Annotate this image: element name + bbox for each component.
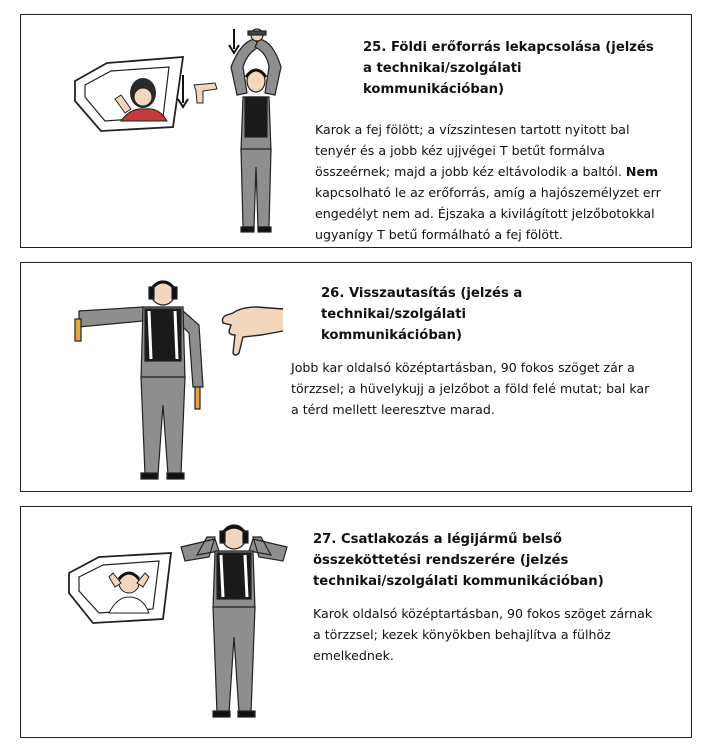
signal-description-25 [315,119,673,245]
signal-panel-25 [20,14,692,248]
desc-emphasis: Nem [625,164,659,179]
thumbs-down-hand-illustration [217,303,285,357]
marshaller-figure-hands-at-ears [179,517,289,727]
signal-panel-26 [20,262,692,492]
desc-part: kapcsolható le az erőforrás, amíg a hajószemélyzet err engedélyt nem ad. Éjszaka a kivilágított jelzőbotokkal ugyanígy T betű formálható a fej fölött. [315,185,661,242]
signal-panel-27 [20,506,692,738]
signal-title-25: 25. Földi erőforrás lekapcsolása (jelzés a technikai/szolgálati kommunikációban) [363,40,654,97]
signal-title-26: 26. Visszautasítás (jelzés a technikai/szolgálati kommunikációban) [321,286,523,343]
signal-description-27: Karok oldalsó középtartásban, 90 fokos szöget zárnak a törzzsel; kezek könyökben behajlítva a fülhöz emelkednek. [313,606,653,663]
cockpit-pilot-illustration [71,55,186,135]
down-arrow-icon [176,73,190,109]
signal-title-27: 27. Csatlakozás a légijármű belső összeköttetési rendszerére (jelzés technikai/szolgálati kommunikációban) [313,532,604,589]
marshaller-figure-arm-extended [67,275,237,485]
desc-part: Karok a fej fölött; a vízszintesen tartott nyitott bal tenyér és a jobb kéz ujjvégei T betűt formálva összeérnek; majd a jobb kéz eltávolodik a baltól. [315,122,630,179]
cockpit-headset-illustration [65,551,175,627]
hand-gesture-illustration [191,77,221,107]
signal-description-26: Jobb kar oldalsó középtartásban, 90 fokos szöget zár a törzzsel; a hüvelykujj a jelzőbot a föld felé mutat; bal kar a térd mellett leeresztve marad. [291,360,650,417]
marshaller-figure-arms-overhead [221,27,291,247]
